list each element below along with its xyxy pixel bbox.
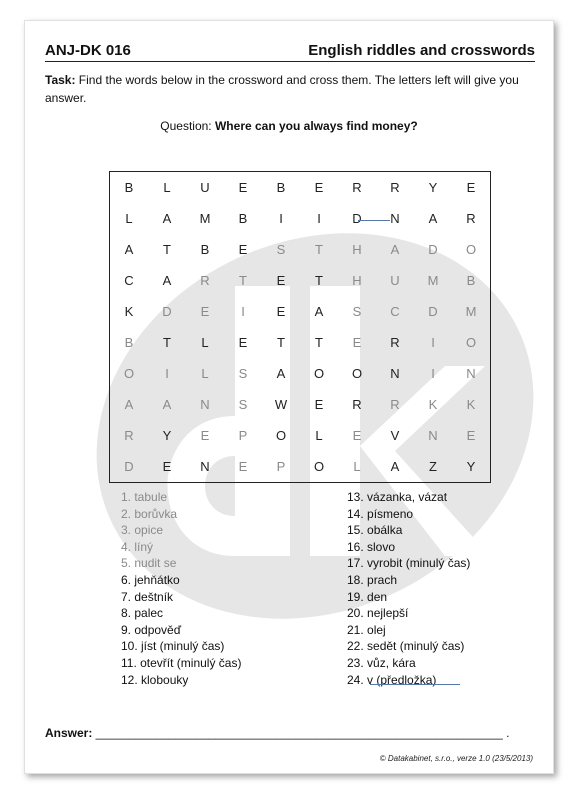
question-text: Where can you always find money?: [214, 119, 418, 133]
copyright-footer: © Datakabinet, s.r.o., verze 1.0 (23/5/2013): [379, 754, 533, 763]
grid-cell: O: [313, 366, 325, 381]
grid-cell: I: [241, 304, 245, 319]
grid-cell: R: [352, 397, 362, 412]
worksheet-code: ANJ-DK 016: [45, 42, 131, 59]
grid-cell: T: [163, 335, 171, 350]
grid-cell: K: [428, 397, 438, 412]
word-list-item: 6. jehňátko: [121, 572, 180, 587]
grid-cell: Z: [429, 459, 437, 474]
grid-cell: S: [238, 397, 248, 412]
grid-cell: A: [314, 304, 324, 319]
word-list-item: 4. líný: [121, 539, 154, 554]
grid-cell: B: [124, 180, 134, 195]
grid-cell: A: [390, 242, 400, 257]
grid-cell: O: [465, 242, 477, 257]
grid-cell: I: [317, 211, 321, 226]
grid-cell: I: [431, 335, 435, 350]
grid-cell: E: [352, 335, 362, 350]
grid-cell: B: [200, 242, 210, 257]
grid-cell: O: [275, 428, 287, 443]
grid-cell: V: [390, 428, 400, 443]
word-list-item: 22. sedět (minulý čas): [347, 639, 465, 654]
grid-cell: S: [238, 366, 248, 381]
grid-cell: Y: [162, 428, 172, 443]
grid-cell: D: [162, 304, 172, 319]
grid-cell: P: [276, 459, 286, 474]
grid-cell: B: [276, 180, 286, 195]
grid-cell: I: [165, 366, 169, 381]
grid-cell: A: [124, 242, 134, 257]
word-24-strike-line: [370, 684, 460, 685]
word-list-item: 12. klobouky: [121, 672, 189, 687]
grid-cell: E: [162, 459, 172, 474]
grid-cell: E: [238, 180, 248, 195]
grid-cell: L: [353, 459, 361, 474]
grid-cell: R: [352, 180, 362, 195]
grid-cell: O: [123, 366, 135, 381]
grid-cell: E: [314, 180, 324, 195]
grid-cell: S: [276, 242, 286, 257]
question-line: [25, 119, 553, 133]
grid-cell: T: [163, 242, 171, 257]
word-list-item: 9. odpověď: [121, 622, 182, 637]
grid-cell: N: [390, 211, 400, 226]
grid-cell: T: [315, 242, 323, 257]
word-list-item: 15. obálka: [347, 523, 403, 538]
grid-cell: H: [352, 242, 362, 257]
task-text: Find the words below in the crossword and cross them. The letters left will give you answer.: [45, 73, 519, 105]
grid-cell: T: [277, 335, 285, 350]
word-list-item: 2. borůvka: [121, 506, 178, 521]
grid-cell: W: [274, 397, 288, 412]
grid-cell: D: [428, 304, 438, 319]
task-instructions: [45, 71, 535, 107]
grid-cell: I: [279, 211, 283, 226]
question-label: Question:: [160, 119, 215, 133]
grid-cell: R: [390, 180, 400, 195]
task-label: Task:: [45, 73, 76, 87]
grid-cell: E: [200, 428, 210, 443]
grid-cell: E: [200, 304, 210, 319]
word-list-item: 5. nudit se: [121, 556, 177, 571]
grid-cell: P: [238, 428, 248, 443]
grid-cell: T: [315, 273, 323, 288]
word-list-left: [121, 489, 241, 688]
grid-cell: A: [276, 366, 286, 381]
grid-cell: B: [124, 335, 134, 350]
grid-cell: B: [466, 273, 476, 288]
grid-cell: C: [124, 273, 134, 288]
word-list-item: 21. olej: [347, 622, 386, 637]
grid-cell: T: [315, 335, 323, 350]
grid-cell: M: [465, 304, 477, 319]
grid-cell: R: [390, 335, 400, 350]
grid-cell: L: [201, 335, 209, 350]
word-list-item: 14. písmeno: [347, 506, 414, 521]
grid-cell: M: [427, 273, 439, 288]
word-list-item: 18. prach: [347, 572, 398, 587]
grid-cell: Y: [428, 180, 438, 195]
grid-cell: E: [276, 273, 286, 288]
answer-label: Answer:: [45, 726, 93, 740]
grid-cell: A: [124, 397, 134, 412]
word-list-item: 17. vyrobit (minulý čas): [347, 556, 471, 571]
grid-cell: D: [124, 459, 134, 474]
word-search-grid: [109, 171, 491, 483]
grid-cell: N: [200, 397, 210, 412]
grid-cell: A: [162, 397, 172, 412]
grid-cell: O: [351, 366, 363, 381]
grid-cell: E: [238, 242, 248, 257]
worksheet-page: [24, 20, 554, 774]
grid-strike-line: [358, 220, 390, 221]
grid-cell: L: [315, 428, 323, 443]
grid-cell: A: [428, 211, 438, 226]
answer-row: [45, 726, 545, 740]
grid-cell: E: [238, 459, 248, 474]
word-list-item: 11. otevřít (minulý čas): [121, 655, 242, 670]
grid-cell: R: [200, 273, 210, 288]
grid-cell: A: [162, 211, 172, 226]
grid-cell: N: [428, 428, 438, 443]
word-list-item: 7. deštník: [121, 589, 174, 604]
grid-cell: I: [431, 366, 435, 381]
word-list-item: 23. vůz, kára: [347, 655, 416, 670]
answer-line: _____________________________________________________________ .: [92, 726, 510, 740]
word-list-item: 16. slovo: [347, 539, 396, 554]
grid-cell: L: [163, 180, 171, 195]
grid-cell: D: [352, 211, 362, 226]
worksheet-header: [45, 33, 535, 62]
grid-cell: E: [276, 304, 286, 319]
grid-cell: E: [466, 428, 476, 443]
grid-cell: H: [352, 273, 362, 288]
grid-cell: T: [239, 273, 247, 288]
grid-cell: A: [390, 459, 400, 474]
grid-cell: R: [124, 428, 134, 443]
grid-cell: A: [162, 273, 172, 288]
grid-cell: U: [390, 273, 400, 288]
word-list-item: 13. vázanka, vázat: [347, 490, 448, 504]
word-list-right: [347, 489, 470, 688]
grid-cell: U: [200, 180, 210, 195]
grid-cell: K: [124, 304, 134, 319]
grid-cell: K: [466, 397, 476, 412]
grid-cell: C: [390, 304, 400, 319]
worksheet-subject: English riddles and crosswords: [308, 42, 535, 59]
grid-cell: N: [466, 366, 476, 381]
grid-cell: R: [390, 397, 400, 412]
word-list-item: 19. den: [347, 589, 388, 604]
word-list-item: 8. palec: [121, 606, 164, 621]
grid-cell: O: [313, 459, 325, 474]
grid-cell: L: [201, 366, 209, 381]
grid-cell: N: [390, 366, 400, 381]
word-list-item: 24. v (předložka): [347, 672, 437, 687]
grid-cell: E: [466, 180, 476, 195]
grid-cell: E: [314, 397, 324, 412]
word-list-item: 20. nejlepší: [347, 606, 409, 621]
grid-cell: D: [428, 242, 438, 257]
grid-cell: E: [352, 428, 362, 443]
grid-cell: E: [238, 335, 248, 350]
grid-cell: L: [125, 211, 133, 226]
grid-cell: Y: [466, 459, 476, 474]
grid-cell: R: [466, 211, 476, 226]
grid-cell: S: [352, 304, 362, 319]
word-list-item: 3. opice: [121, 523, 164, 538]
grid-cell: N: [200, 459, 210, 474]
word-list-item: 1. tabule: [121, 490, 168, 504]
word-list-item: 10. jíst (minulý čas): [121, 639, 225, 654]
grid-cell: B: [238, 211, 248, 226]
grid-cell: O: [465, 335, 477, 350]
grid-cell: M: [199, 211, 211, 226]
